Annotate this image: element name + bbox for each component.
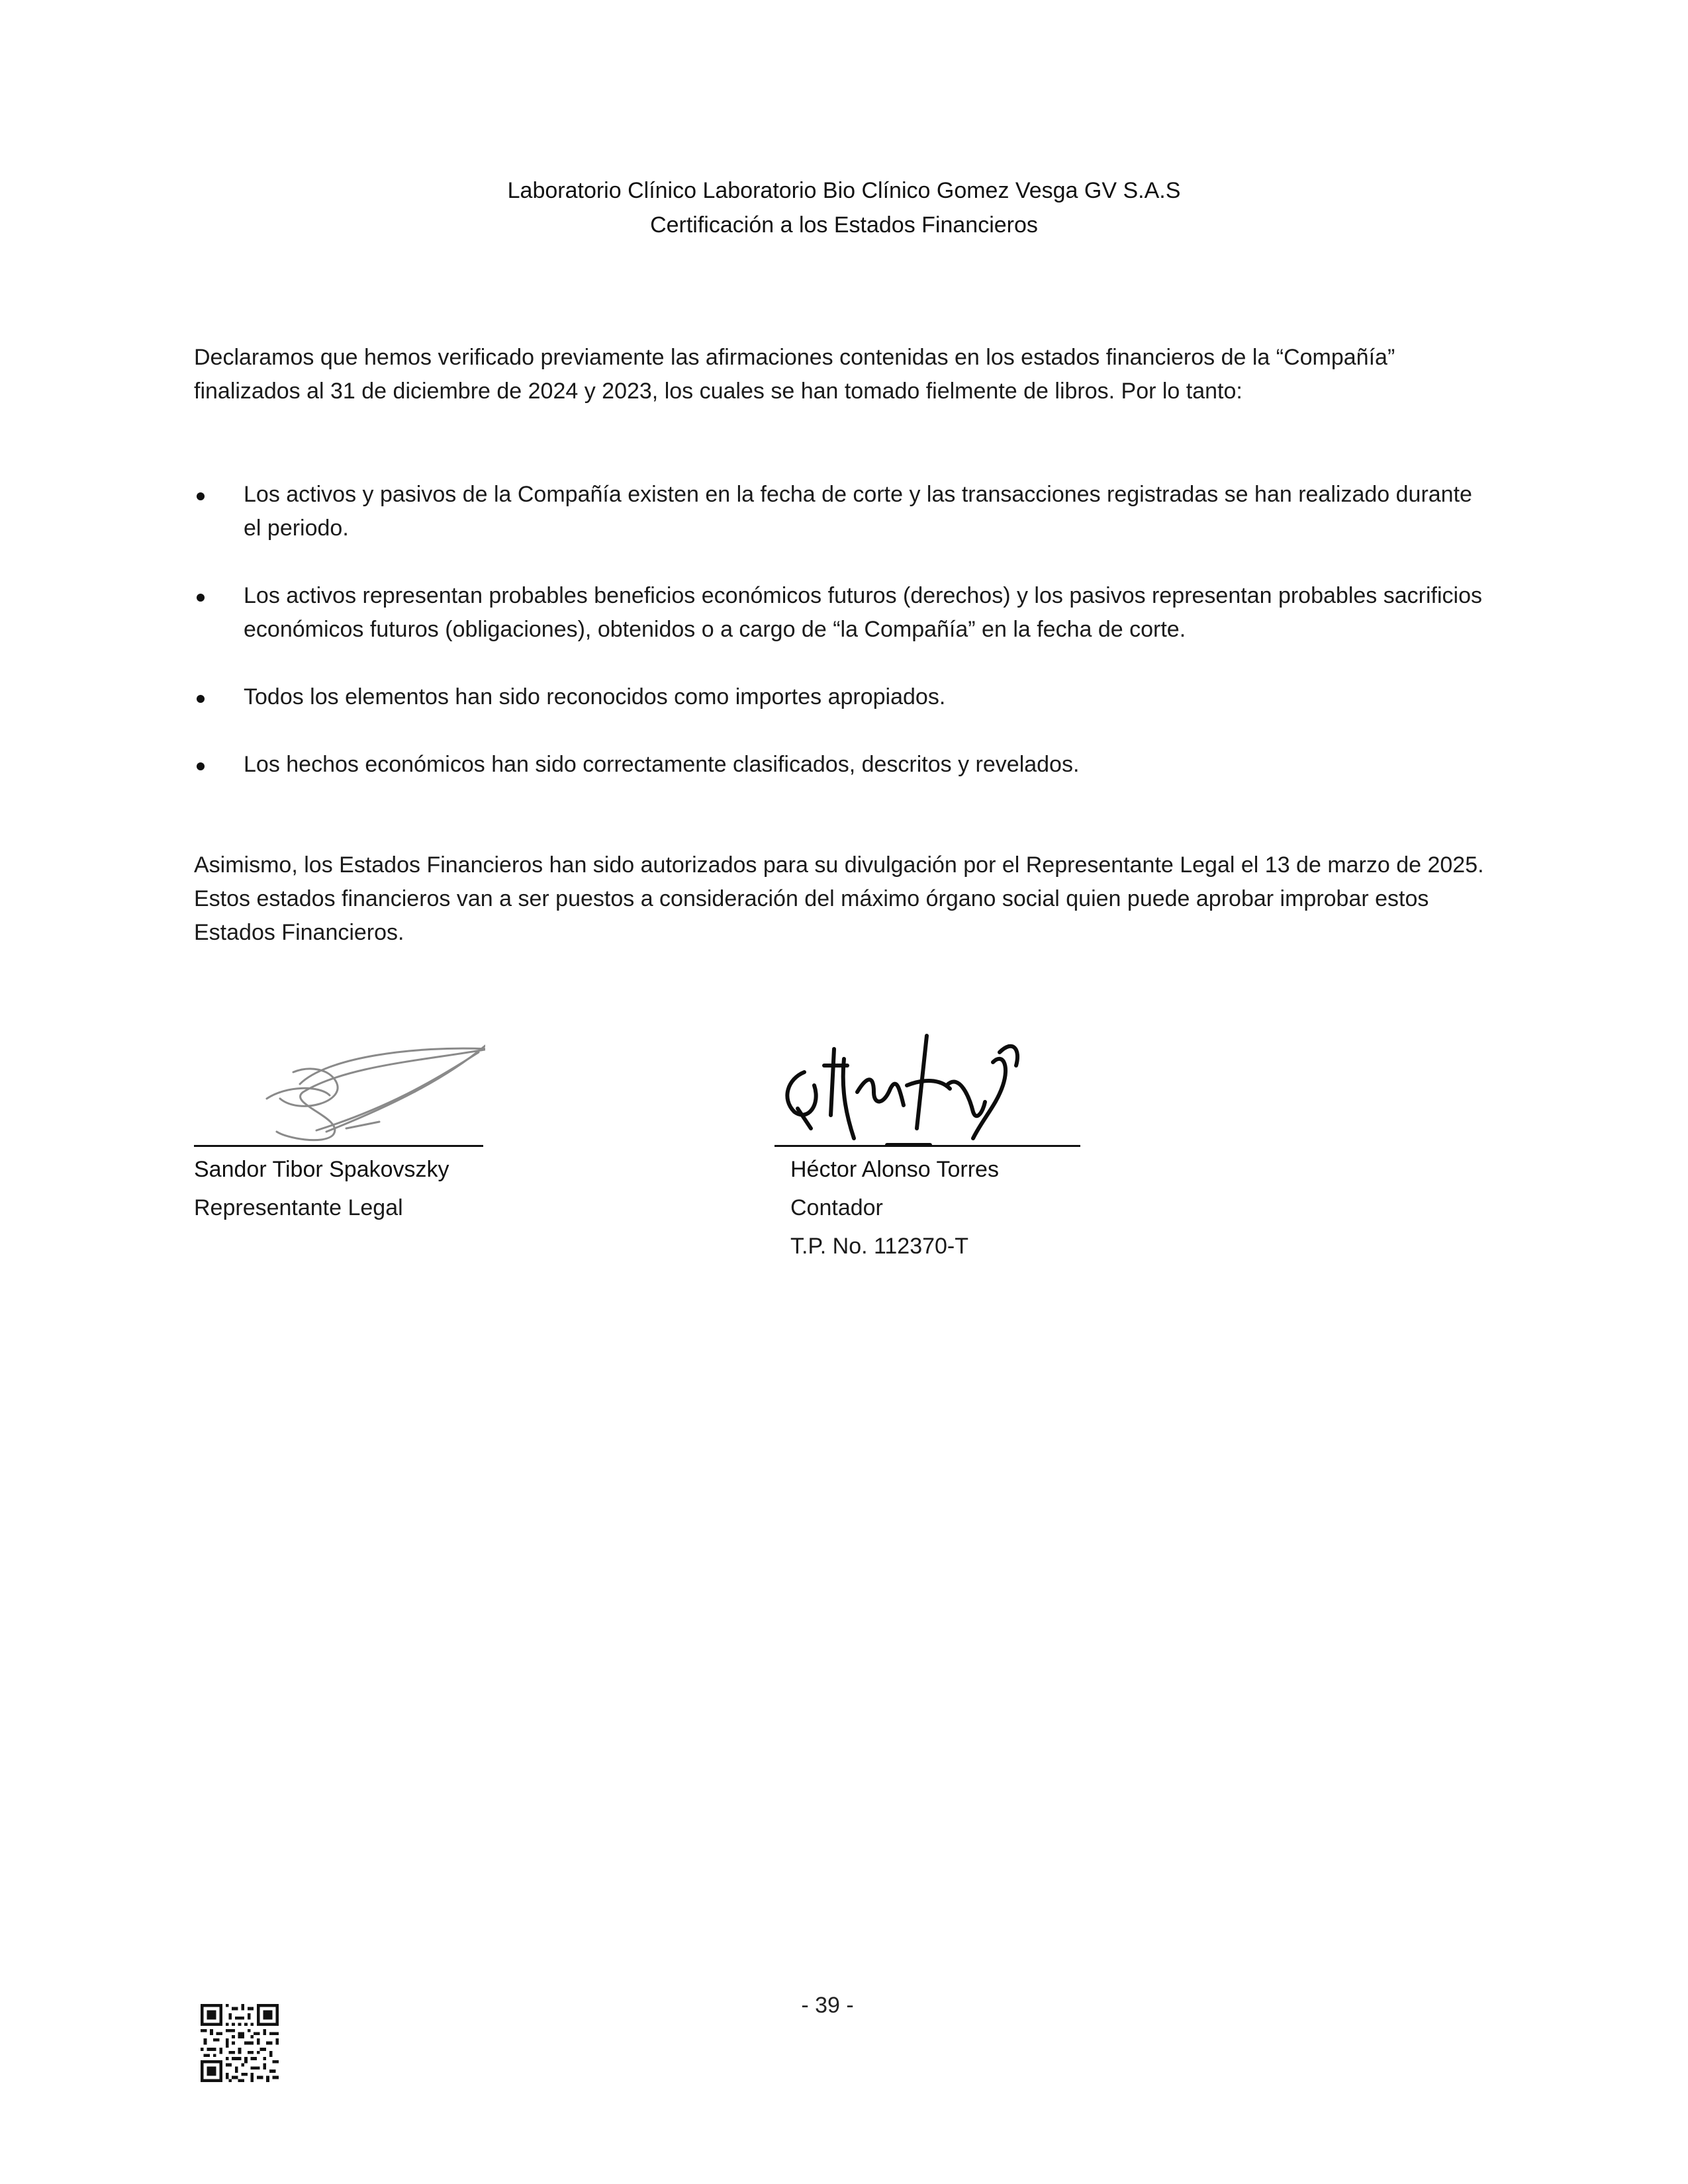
bullet-icon bbox=[197, 695, 205, 703]
list-item-text: Los activos y pasivos de la Compañía existen en la fecha de corte y las transacciones registradas se han realizado durante el periodo. bbox=[244, 482, 1472, 541]
page-number: - 39 - bbox=[801, 1993, 854, 2018]
signatory-role: Contador bbox=[790, 1195, 883, 1220]
list-item bbox=[194, 748, 1491, 782]
assertions-list bbox=[194, 478, 1491, 815]
list-item-text: Los hechos económicos han sido correctamente clasificados, descritos y revelados. bbox=[244, 752, 1080, 777]
professional-license: T.P. No. 112370-T bbox=[790, 1234, 969, 1259]
closing-paragraph: Asimismo, los Estados Financieros han sido autorizados para su divulgación por el Representante Legal el 13 de marzo de 2025. Estos estados financieros van a ser puestos a consideración del máximo órgano social quien puede aprobar improbar estos Estados Financieros. bbox=[194, 852, 1484, 945]
signatory-name: Héctor Alonso Torres bbox=[790, 1157, 999, 1182]
signature-icon bbox=[774, 1013, 1079, 1171]
list-item bbox=[194, 680, 1491, 714]
list-item bbox=[194, 478, 1491, 545]
list-item-text: Todos los elementos han sido reconocidos como importes apropiados. bbox=[244, 684, 946, 709]
signature-caption bbox=[790, 1150, 999, 1265]
list-item-text: Los activos representan probables beneficios económicos futuros (derechos) y los pasivos representan probables sacrificios económicos futuros (obligaciones), obtenidos o a cargo de “la Compañía” en la fecha de corte. bbox=[244, 583, 1482, 642]
signatory-name: Sandor Tibor Spakovszky bbox=[194, 1157, 449, 1182]
list-item bbox=[194, 579, 1491, 647]
signatory-role: Representante Legal bbox=[194, 1195, 403, 1220]
bullet-icon bbox=[197, 492, 205, 500]
company-name: Laboratorio Clínico Laboratorio Bio Clínico Gomez Vesga GV S.A.S bbox=[507, 178, 1181, 203]
bullet-icon bbox=[197, 762, 205, 770]
signature-line bbox=[774, 1145, 1080, 1147]
signature-line bbox=[194, 1145, 483, 1147]
signature-caption bbox=[194, 1150, 449, 1227]
bullet-icon bbox=[197, 594, 205, 602]
intro-paragraph: Declaramos que hemos verificado previamente las afirmaciones contenidas en los estados financieros de la “Compañía” finalizados al 31 de diciembre de 2024 y 2023, los cuales se han tomado fielmente de libros. Por lo tanto: bbox=[194, 345, 1395, 404]
document-title: Certificación a los Estados Financieros bbox=[650, 212, 1038, 238]
document-header bbox=[0, 173, 1688, 242]
signature-icon bbox=[194, 1019, 485, 1152]
